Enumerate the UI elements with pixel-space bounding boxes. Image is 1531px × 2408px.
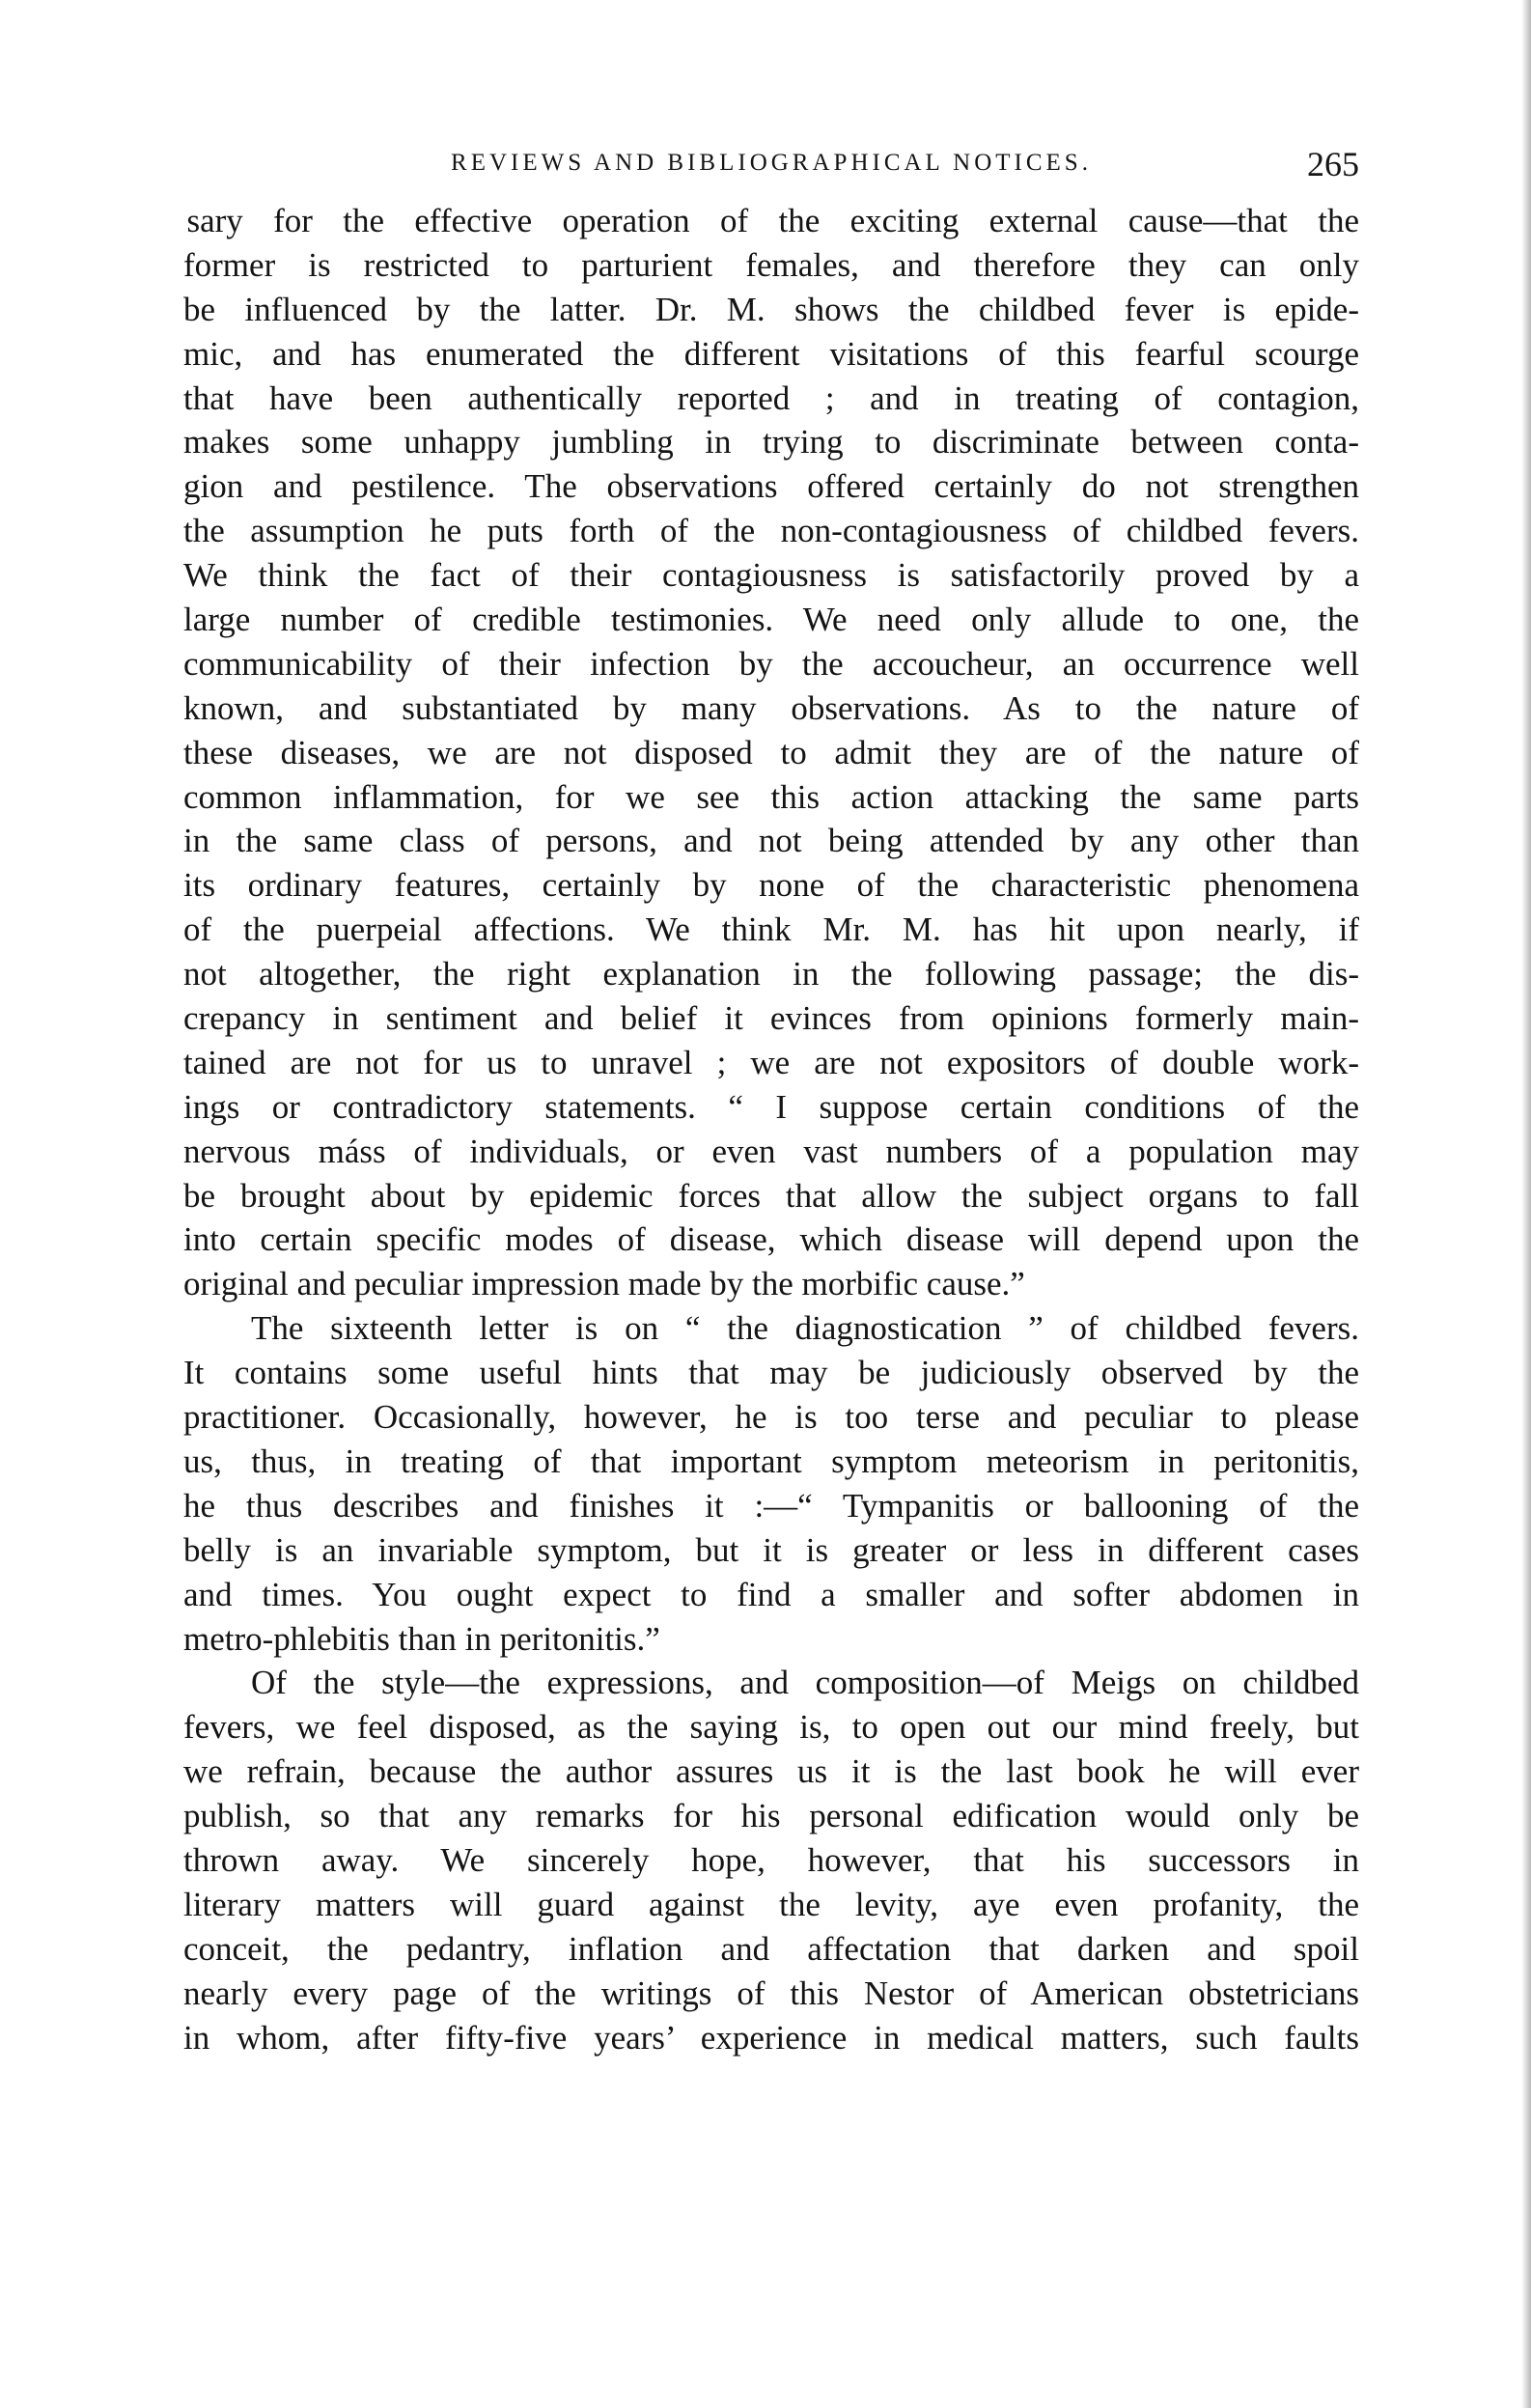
text-line: of the puerpeial affections. We think Mr. M. has hit upon nearly, if bbox=[183, 910, 1359, 949]
text-line: gion and pestilence. The observations offered certainly do not strengthen bbox=[183, 467, 1359, 506]
text-line: nervous máss of individuals, or even vast numbers of a population may bbox=[183, 1132, 1359, 1170]
text-line: makes some unhappy jumbling in trying to discriminate between conta- bbox=[183, 423, 1359, 462]
text-line: be brought about by epidemic forces that allow the subject organs to fall bbox=[183, 1176, 1359, 1215]
text-line: ings or contradictory statements. “ I suppose certain conditions of the bbox=[183, 1087, 1359, 1126]
text-line: us, thus, in treating of that important symptom meteorism in peritonitis, bbox=[183, 1442, 1359, 1480]
running-title: REVIEWS AND BIBLIOGRAPHICAL NOTICES. bbox=[451, 150, 1092, 176]
text-line: We think the fact of their contagiousness is satisfactorily proved by a bbox=[183, 556, 1359, 595]
text-line: practitioner. Occasionally, however, he is too terse and peculiar to please bbox=[183, 1398, 1359, 1437]
text-line: we refrain, because the author assures us it is the last book he will ever bbox=[183, 1752, 1359, 1791]
text-line: publish, so that any remarks for his personal edification would only be bbox=[183, 1797, 1359, 1835]
text-line: into certain specific modes of disease, which disease will depend upon the bbox=[183, 1220, 1359, 1259]
text-line: sary for the effective operation of the exciting external cause—that the bbox=[186, 202, 1359, 239]
text-line: It contains some useful hints that may be judiciously observed by the bbox=[183, 1354, 1359, 1392]
body-text bbox=[183, 199, 1359, 2059]
text-line: metro-phlebitis than in peritonitis.” bbox=[183, 1619, 660, 1658]
text-line: mic, and has enumerated the different visitations of this fearful scourge bbox=[183, 334, 1359, 373]
text-line: he thus describes and finishes it :—“ Tympanitis or ballooning of the bbox=[183, 1486, 1359, 1525]
text-line: be influenced by the latter. Dr. M. shows the childbed fever is epide- bbox=[183, 290, 1359, 328]
text-line: the assumption he puts forth of the non-contagiousness of childbed fevers. bbox=[183, 512, 1359, 550]
text-line: belly is an invariable symptom, but it is greater or less in different cases bbox=[183, 1530, 1359, 1569]
text-line: known, and substantiated by many observations. As to the nature of bbox=[183, 688, 1359, 727]
text-line: common inflammation, for we see this action attacking the same parts bbox=[183, 777, 1359, 816]
text-line: tained are not for us to unravel ; we are not expositors of double work- bbox=[183, 1043, 1359, 1081]
text-line: large number of credible testimonies. We need only allude to one, the bbox=[183, 601, 1359, 639]
text-line: nearly every page of the writings of this Nestor of American obstetricians bbox=[183, 1974, 1359, 2012]
text-line: thrown away. We sincerely hope, however, that his successors in bbox=[183, 1840, 1359, 1879]
text-line: original and peculiar impression made by the morbific cause.” bbox=[183, 1265, 1025, 1303]
text-line: communicability of their infection by the accoucheur, an occurrence well bbox=[183, 644, 1359, 683]
text-line: in whom, after fifty-five years’ experience in medical matters, such faults bbox=[183, 2018, 1359, 2057]
text-line: The sixteenth letter is on “ the diagnostication ” of childbed fevers. bbox=[251, 1309, 1359, 1348]
text-line: fevers, we feel disposed, as the saying is, to open out our mind freely, but bbox=[183, 1708, 1359, 1747]
text-line: former is restricted to parturient females, and therefore they can only bbox=[183, 245, 1359, 284]
page-number: 265 bbox=[1307, 145, 1359, 183]
text-line: literary matters will guard against the levity, aye even profanity, the bbox=[183, 1885, 1359, 1923]
text-line: in the same class of persons, and not being attended by any other than bbox=[183, 822, 1359, 860]
text-line: Of the style—the expressions, and composition—of Meigs on childbed bbox=[251, 1664, 1359, 1702]
text-line: these diseases, we are not disposed to admit they are of the nature of bbox=[183, 733, 1359, 771]
text-line: that have been authentically reported ; and in treating of contagion, bbox=[183, 378, 1359, 417]
text-line: and times. You ought expect to find a smaller and softer abdomen in bbox=[183, 1575, 1359, 1613]
text-line: its ordinary features, certainly by none of the characteristic phenomena bbox=[183, 866, 1359, 905]
page-edge-shadow bbox=[1521, 0, 1531, 2408]
text-line: conceit, the pedantry, inflation and affectation that darken and spoil bbox=[183, 1929, 1359, 1968]
text-line: not altogether, the right explanation in the following passage; the dis- bbox=[183, 955, 1359, 994]
running-head bbox=[183, 145, 1359, 188]
text-line: crepancy in sentiment and belief it evinces from opinions formerly main- bbox=[183, 999, 1359, 1038]
